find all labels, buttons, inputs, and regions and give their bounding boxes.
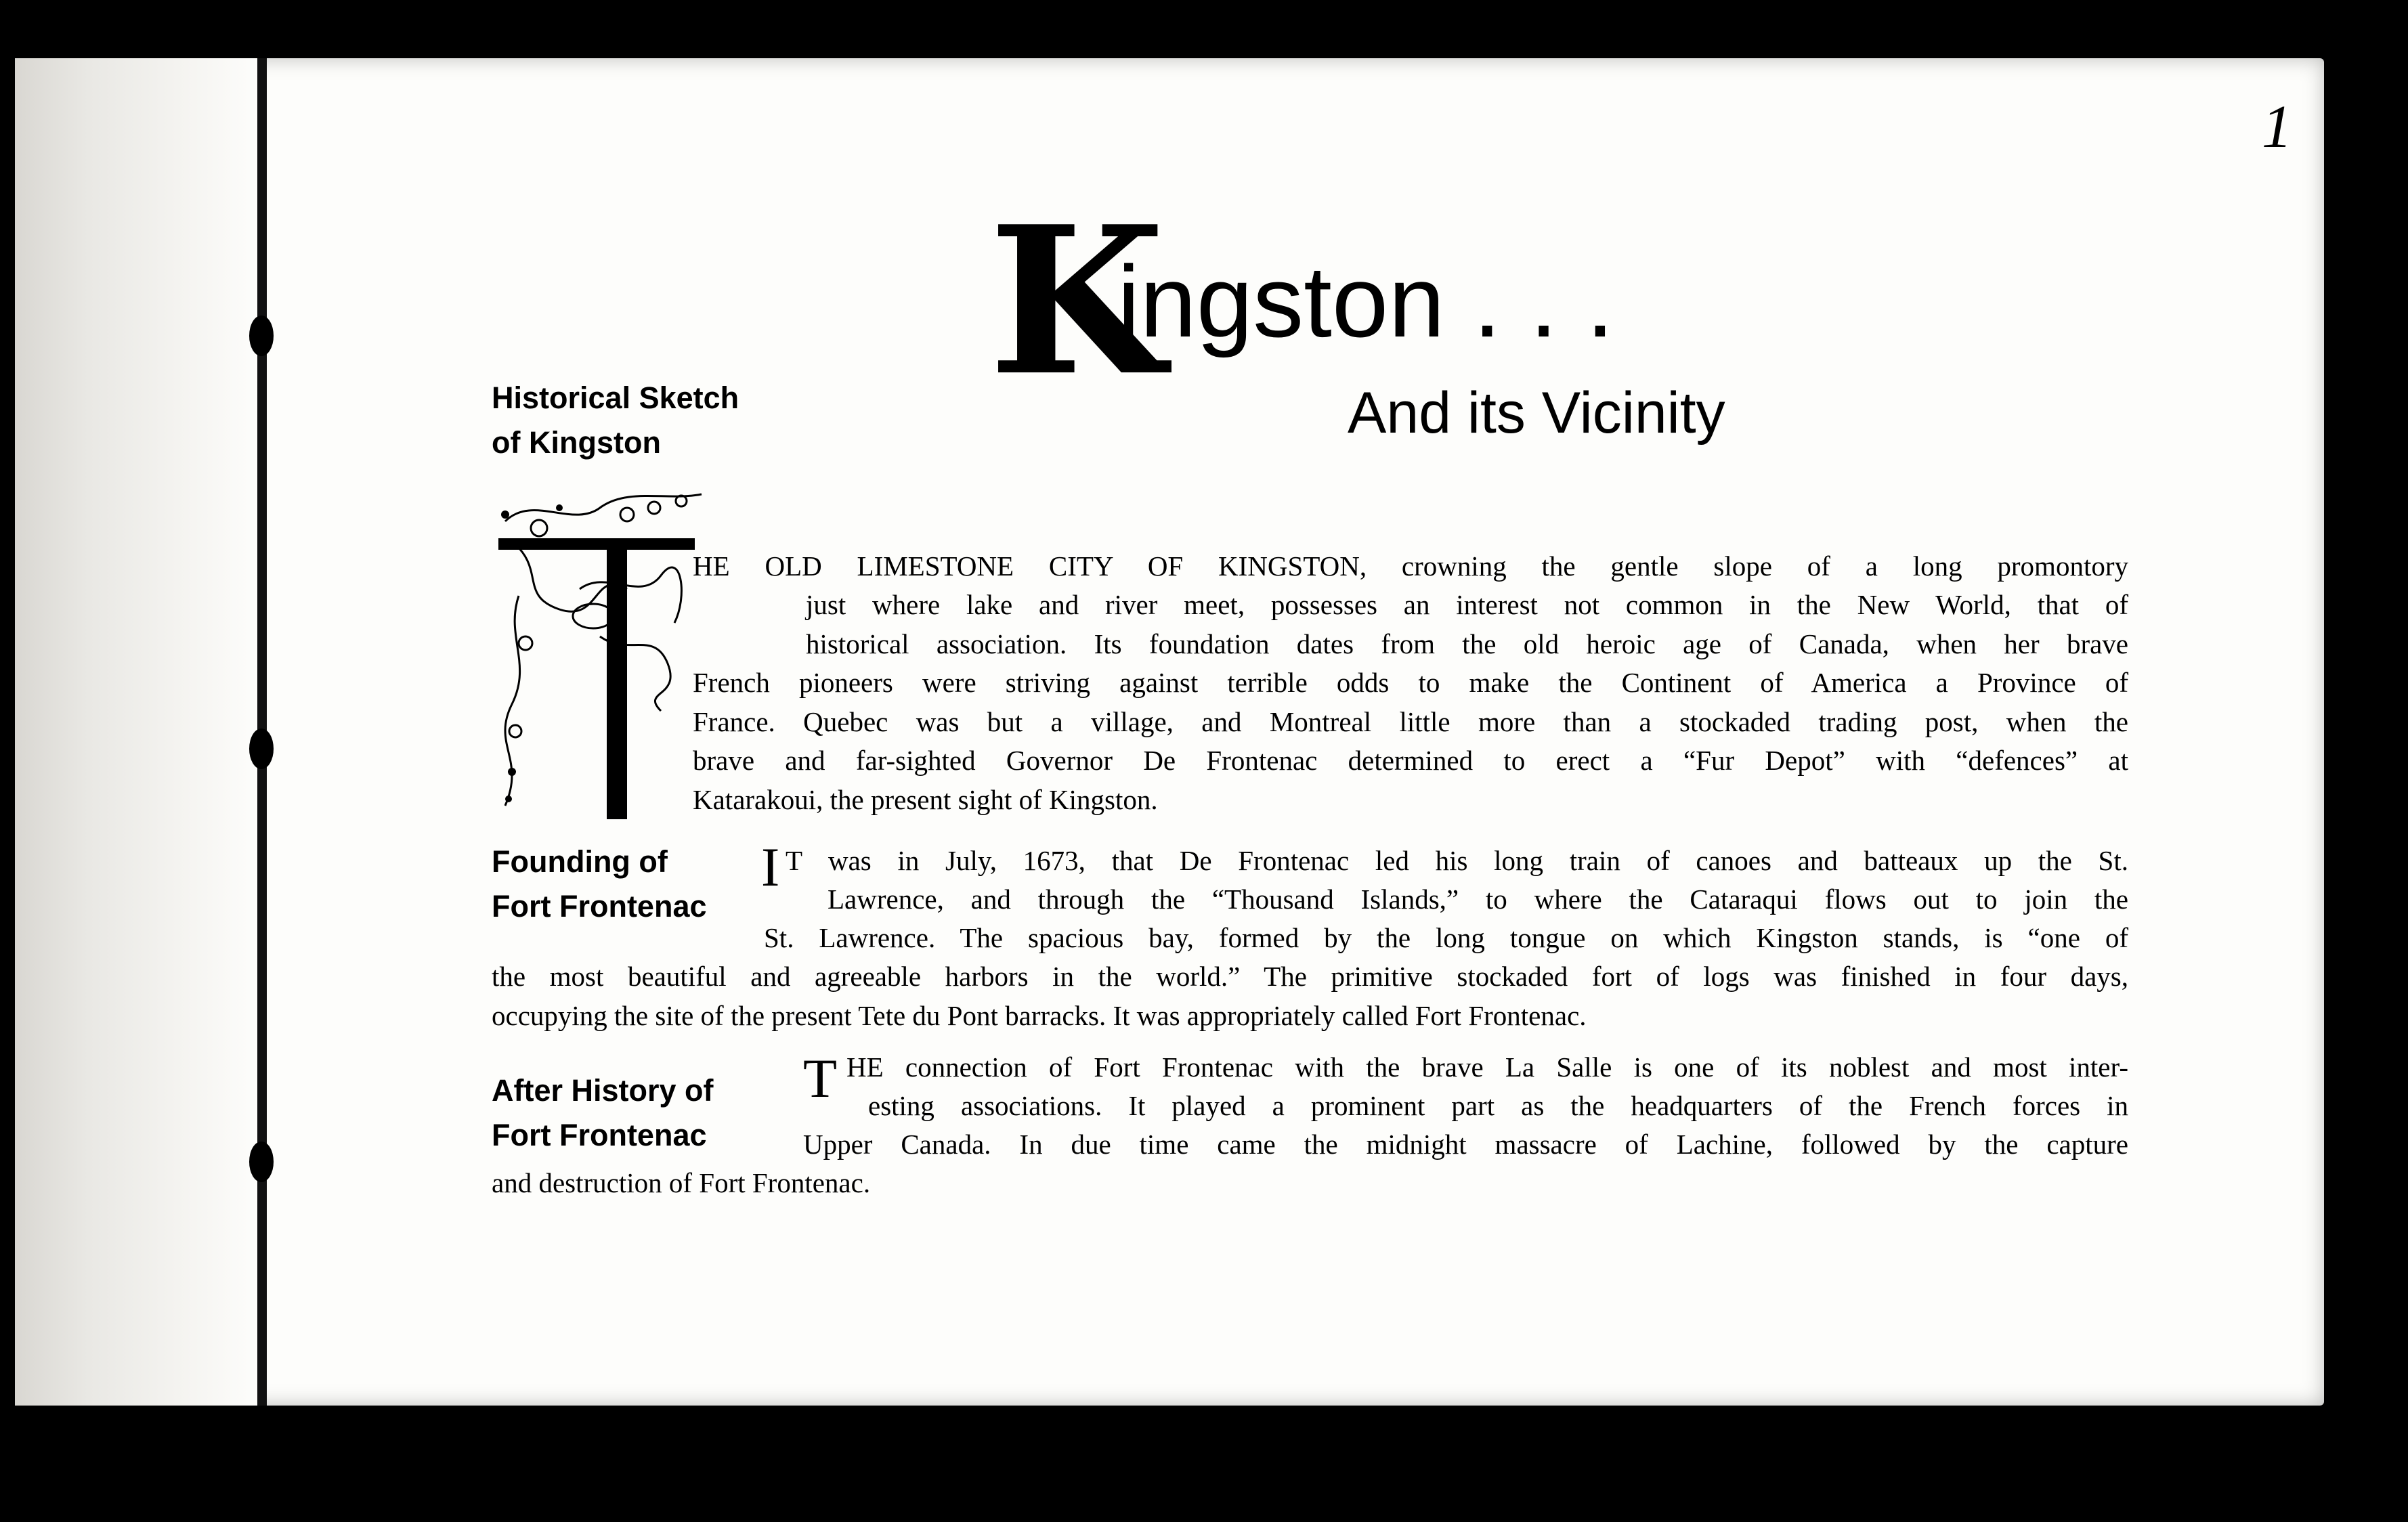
paragraph-founding-cont [827,880,2128,919]
text-line: St. Lawrence. The spacious bay, formed by the long tongue on which Kingston stands, is “one of [764,922,2128,953]
dropcap-letter: I [761,836,780,898]
paragraph-historical-sketch-body [693,664,2128,819]
paragraph-after-history-cont [868,1087,2128,1126]
text-line: esting associations. It played a prominent part as the headquarters of the French forces in [868,1090,2128,1121]
binding-hole [249,1142,274,1182]
side-heading-line: Fort Frontenac [492,1118,707,1152]
text-line: HE connection of Fort Frontenac with the brave La Salle is one of its noblest and most inter- [846,1051,2128,1083]
paragraph-after-history-cont2 [803,1125,2128,1165]
text-line: occupying the site of the present Tete du Pont barracks. It was appropriately called Fort Frontenac. [492,999,1587,1031]
text-line: Upper Canada. In due time came the midnight massacre of Lachine, followed by the capture [803,1129,2128,1160]
text-line: and destruction of Fort Frontenac. [492,1167,871,1198]
text-line: France. Quebec was but a village, and Montreal little more than a stockaded trading post, when the [693,705,2128,737]
text-line: the most beautiful and agreeable harbors in the world.” The primitive stockaded fort of logs was finished in four days, [492,961,2128,992]
floral-ornament-icon [492,487,708,826]
side-heading-line: of Kingston [492,425,661,460]
paragraph-founding-body [492,957,2128,1035]
text-line: French pioneers were striving against terrible odds to make the Continent of America a Province of [693,667,2128,698]
text-line: HE OLD LIMESTONE CITY OF KINGSTON, crowning the gentle slope of a long promontory [693,550,2128,582]
side-heading-after-history [492,1068,776,1158]
binding-hole [249,316,274,356]
paragraph-historical-sketch [693,547,2128,586]
paragraph-after-history-body [492,1164,2128,1203]
paragraph-founding [786,842,2128,881]
text-line: T was in July, 1673, that De Frontenac led his long train of canoes and batteaux up the St. [786,845,2128,876]
text-line: Lawrence, and through the “Thousand Islands,” to where the Cataraqui flows out to join the [827,884,2128,915]
ornamental-dropcap [492,487,708,826]
paragraph-after-history [846,1048,2128,1087]
side-heading-line: Founding of [492,844,668,879]
gutter-shadow [15,58,259,1406]
text-line: just where lake and river meet, possesses an interest not common in the New World, that of [806,589,2128,620]
text-line: brave and far-sighted Governor De Frontenac determined to erect a “Fur Depot” with “defences” at [693,745,2128,776]
side-heading-line: After History of [492,1073,714,1108]
side-heading-line: Fort Frontenac [492,889,707,923]
page-number: 1 [2262,93,2292,160]
text-line: Katarakoui, the present sight of Kingston. [693,783,1158,815]
title-initial: K [989,181,1165,420]
side-heading-line: Historical Sketch [492,380,739,415]
dropcap-letter: T [803,1047,838,1109]
paragraph-historical-sketch-cont [806,586,2128,664]
binding-hole [249,729,274,769]
side-heading-founding [492,840,776,929]
side-heading-historical-sketch [492,376,776,465]
title-text: ingston . . . [1117,244,1614,358]
text-line: historical association. Its foundation dates from the old heroic age of Canada, when her brave [806,628,2128,659]
paragraph-founding-cont2 [764,919,2128,958]
page-subtitle: And its Vicinity [1348,380,1725,445]
